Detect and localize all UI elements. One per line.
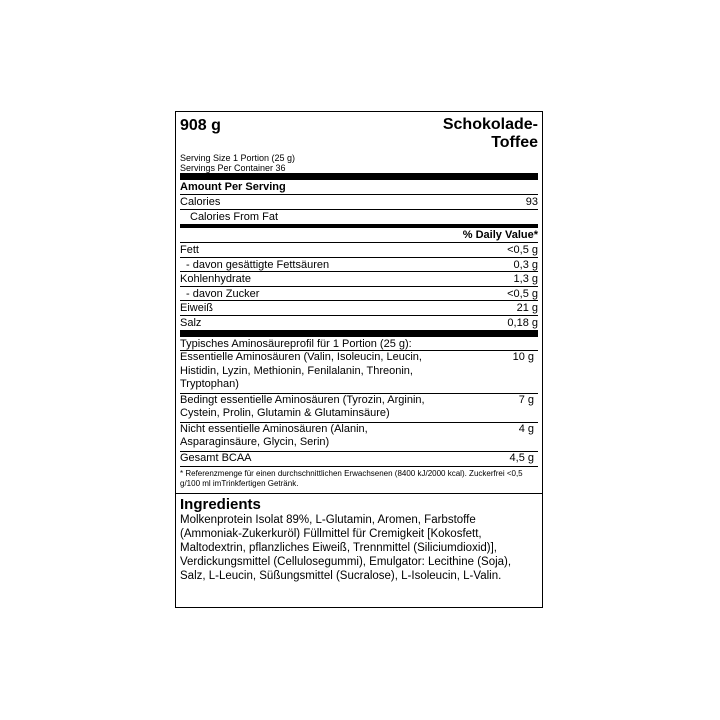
nutrient-label: - davon gesättigte Fettsäuren <box>186 258 330 271</box>
nutrient-row <box>180 258 538 273</box>
amino-row <box>180 351 538 394</box>
nutrient-label: Kohlenhydrate <box>180 273 251 285</box>
nutrient-value: 0,3 g <box>513 258 538 271</box>
amino-value: 4 g <box>518 422 534 435</box>
flavor-line-2: Toffee <box>491 134 538 151</box>
calories-value: 93 <box>525 196 538 208</box>
nutrient-value: 21 g <box>516 302 538 314</box>
serving-size: Serving Size 1 Portion (25 g) <box>180 153 296 163</box>
nutrient-row <box>180 287 538 302</box>
net-weight: 908 g <box>180 117 221 134</box>
divider-thick <box>180 173 538 180</box>
amount-per-serving: Amount Per Serving <box>180 180 538 195</box>
amino-label: Gesamt BCAA <box>180 451 252 464</box>
nutrient-label: - davon Zucker <box>186 287 260 300</box>
calories-from-fat-row <box>180 210 538 225</box>
nutrient-label: Eiweiß <box>180 302 214 314</box>
nutrient-label: Fett <box>180 244 199 256</box>
label-header <box>180 112 538 152</box>
flavor-name <box>443 116 538 152</box>
daily-value-header: % Daily Value* <box>180 228 538 243</box>
amino-row <box>180 452 538 468</box>
flavor-line-1: Schokolade- <box>442 116 538 133</box>
nutrient-value: <0,5 g <box>507 287 538 300</box>
nutrient-value: <0,5 g <box>507 244 538 256</box>
nutrient-value: 0,18 g <box>507 316 538 329</box>
amino-profile-header: Typisches Aminosäureprofil für 1 Portion (25 g): <box>180 337 538 351</box>
ingredients-title: Ingredients <box>180 496 261 513</box>
ingredients-text: Molkenprotein Isolat 89%, L-Glutamin, Aromen, Farbstoffe (Ammoniak-Zukerkuröl) Füllmittel für Cremigkeit [Kokosfett, Maltodextrin, pflanzliches Eiweiß, Trennmittel (Siliciumdioxid)], Verdickungsmittel (Cellulosegummi), Emulgator: Lecithine (Soja), Salz, L-Leucin, Süßungsmittel (Sucralose), L-Isoleucin, L-Valin. <box>180 514 512 582</box>
footnote: * Referenzmenge für einen durchschnittlichen Erwachsenen (8400 kJ/2000 kcal). Zuckerfrei <0,5 g/100 ml imTrinkfertigen Getränk. <box>176 467 542 494</box>
nutrient-row <box>180 301 538 316</box>
calories-label: Calories <box>180 196 221 208</box>
amino-row <box>180 423 538 452</box>
amino-label: Nicht essentielle Aminosäuren (Alanin, Asparaginsäure, Glycin, Serin) <box>180 422 368 448</box>
amino-row <box>180 394 538 423</box>
amino-value: 4,5 g <box>509 451 534 464</box>
nutrient-row <box>180 243 538 258</box>
nutrient-row <box>180 316 538 331</box>
amino-value: 7 g <box>518 393 534 406</box>
divider-thick <box>180 330 538 337</box>
serving-info <box>180 154 538 173</box>
calories-row <box>180 195 538 210</box>
nutrient-value: 1,3 g <box>513 273 538 285</box>
amino-value: 10 g <box>512 351 534 363</box>
nutrient-row <box>180 272 538 287</box>
nutrient-label: Salz <box>180 316 202 329</box>
calories-from-fat-label: Calories From Fat <box>190 210 279 223</box>
amino-label: Bedingt essentielle Aminosäuren (Tyrozin, Arginin, Cystein, Prolin, Glutamin & Glutaminsäure) <box>180 393 425 419</box>
amino-label: Essentielle Aminosäuren (Valin, Isoleucin, Leucin, Histidin, Lyzin, Methionin, Fenilalanin, Threonin, Tryptophan) <box>180 351 422 390</box>
nutrition-label <box>175 111 543 608</box>
servings-per-container: Servings Per Container 36 <box>180 162 286 173</box>
